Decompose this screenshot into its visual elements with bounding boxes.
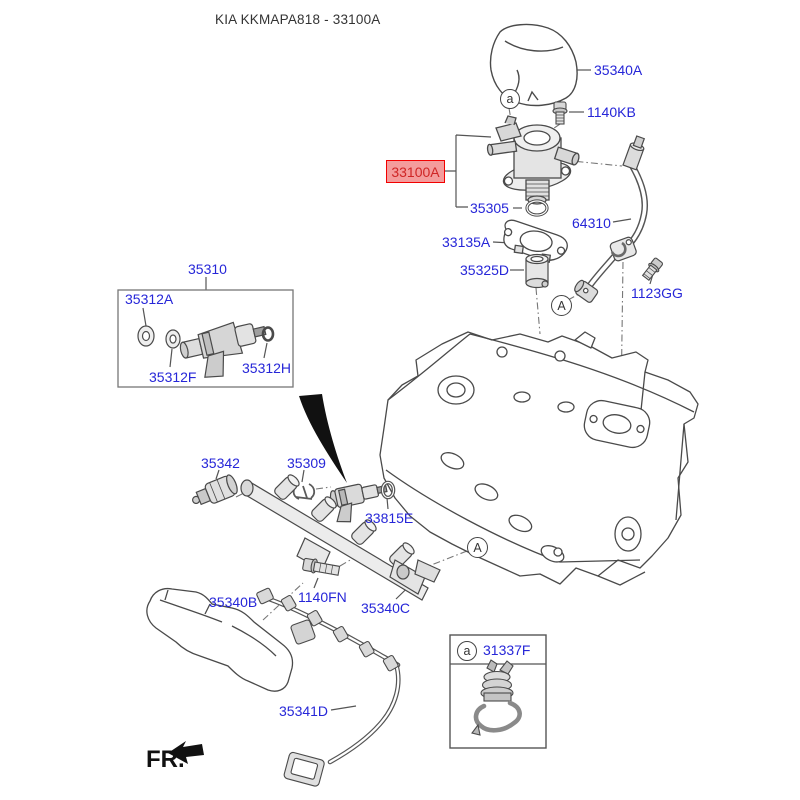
part-label-35325D[interactable]: 35325D bbox=[460, 262, 510, 278]
bolt-1140KB bbox=[553, 102, 567, 124]
part-label-35341D[interactable]: 35341D bbox=[279, 703, 329, 719]
part-label-64310[interactable]: 64310 bbox=[572, 215, 611, 231]
part-label-33815E[interactable]: 33815E bbox=[365, 510, 414, 526]
part-label-35340A[interactable]: 35340A bbox=[594, 62, 643, 78]
callout-A-rail: A bbox=[467, 537, 488, 558]
callout-a-top: a bbox=[500, 89, 520, 109]
part-label-35309[interactable]: 35309 bbox=[287, 455, 326, 471]
part-label-1140KB[interactable]: 1140KB bbox=[587, 104, 636, 120]
part-label-35310[interactable]: 35310 bbox=[188, 261, 227, 277]
fuel-pump-33100A bbox=[487, 116, 580, 204]
part-label-33135A[interactable]: 33135A bbox=[442, 234, 491, 250]
part-label-35305[interactable]: 35305 bbox=[470, 200, 509, 216]
part-label-35312A[interactable]: 35312A bbox=[125, 291, 174, 307]
part-label-1123GG[interactable]: 1123GG bbox=[631, 285, 683, 301]
fr-direction-label: FR. bbox=[146, 746, 185, 773]
part-label-1140FN[interactable]: 1140FN bbox=[298, 589, 347, 605]
part-label-35340B[interactable]: 35340B bbox=[209, 594, 258, 610]
part-label-35342[interactable]: 35342 bbox=[201, 455, 240, 471]
bolt-1123GG bbox=[641, 257, 664, 282]
spacer-35325D bbox=[526, 255, 548, 288]
part-label-35312F[interactable]: 35312F bbox=[149, 369, 197, 385]
part-label-33100A-highlighted[interactable]: 33100A bbox=[386, 160, 445, 183]
sensor-35342 bbox=[189, 474, 240, 511]
part-label-35312H[interactable]: 35312H bbox=[242, 360, 292, 376]
part-label-31337F[interactable]: 31337F bbox=[483, 642, 531, 658]
diagram-title: KIA KKMAPA818 - 33100A bbox=[215, 12, 381, 27]
engine-cylinder-head bbox=[380, 332, 698, 585]
part-label-35340C[interactable]: 35340C bbox=[361, 600, 411, 616]
callout-a-box: a bbox=[457, 641, 477, 661]
callout-A-pipe: A bbox=[551, 295, 572, 316]
